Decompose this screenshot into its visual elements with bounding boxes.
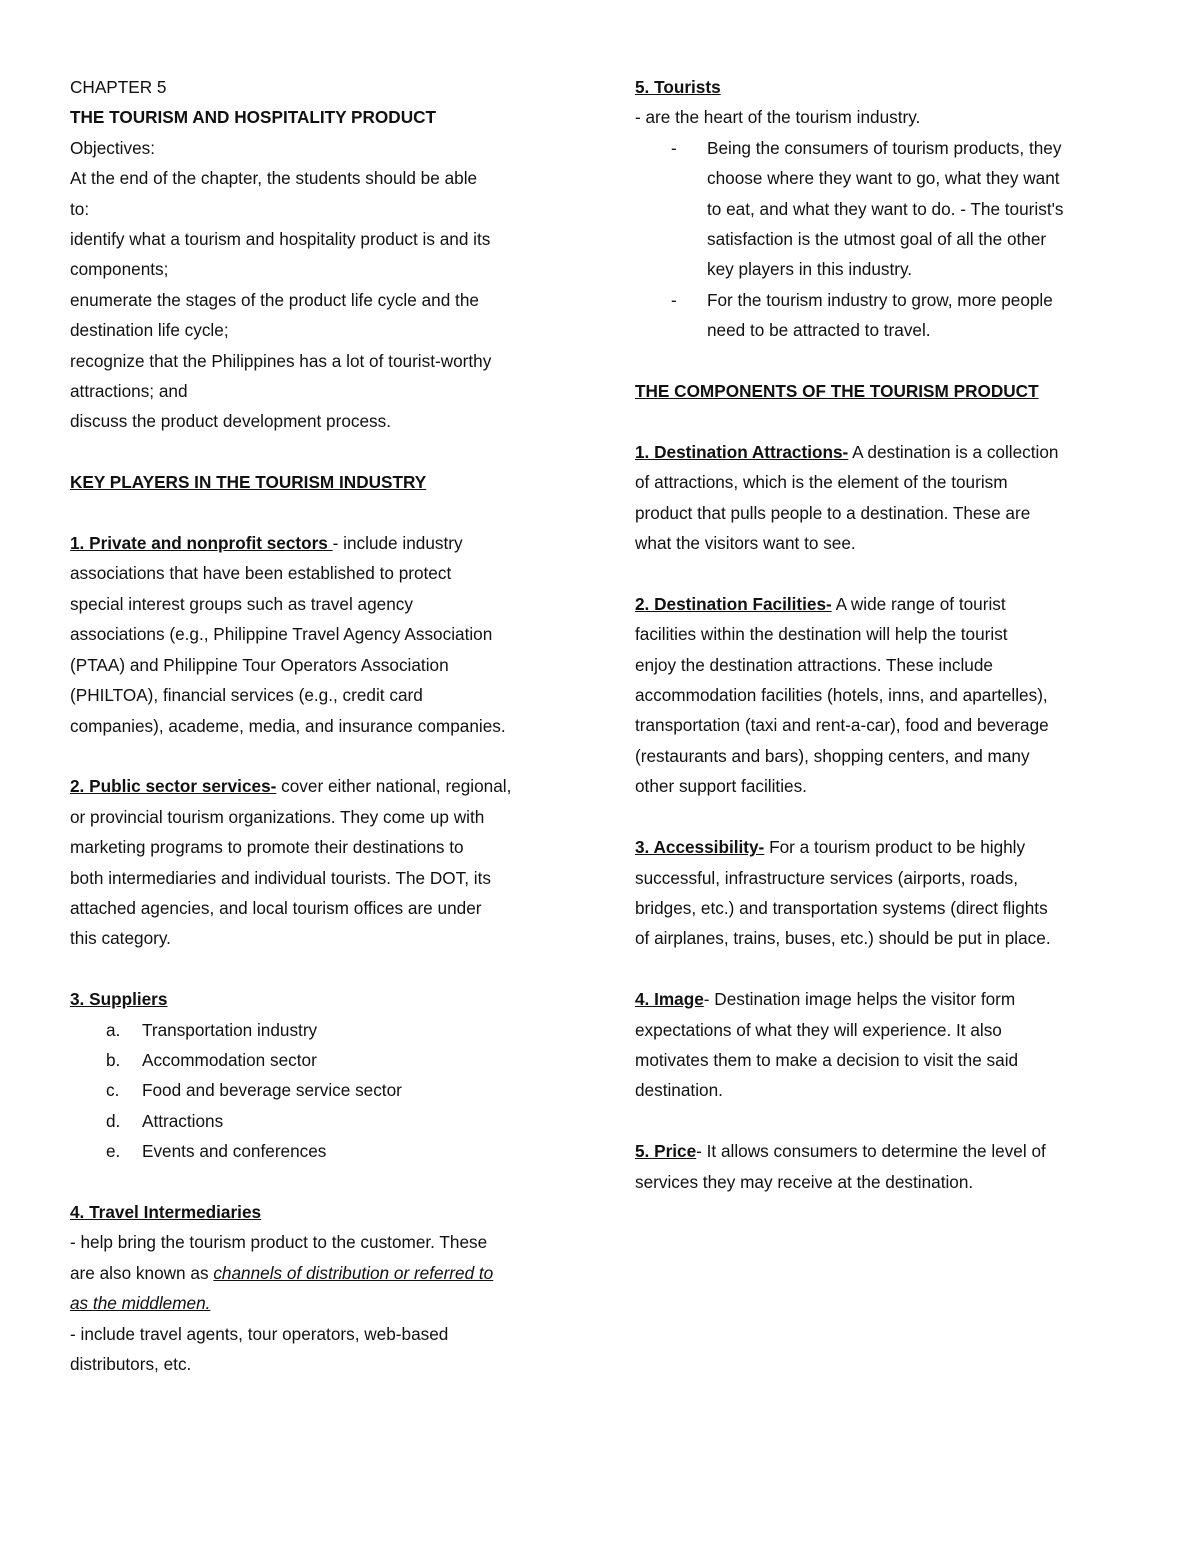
facilities-heading: 2. Destination Facilities-	[635, 593, 832, 614]
paragraph-line: enjoy the destination attractions. These include	[635, 654, 993, 675]
tourists-heading: 5. Tourists	[635, 77, 721, 97]
paragraph-line: companies), academe, media, and insurance companies.	[70, 715, 506, 736]
tourists-bullet-list	[635, 133, 1135, 346]
paragraph-line: transportation (taxi and rent-a-car), food and beverage	[635, 715, 1049, 736]
attractions-heading: 1. Destination Attractions-	[635, 441, 849, 462]
components-heading: THE COMPONENTS OF THE TOURISM PRODUCT	[635, 381, 1039, 402]
emphasis-text: as the middlemen.	[70, 1293, 211, 1314]
list-item-line: to eat, and what they want to do. - The tourist's	[707, 198, 1064, 219]
objective-line: recognize that the Philippines has a lot of tourist-worthy	[70, 350, 492, 371]
paragraph-line: facilities within the destination will help the tourist	[635, 624, 1008, 645]
paragraph-text: - include industry	[332, 533, 463, 554]
list-item-text: Transportation industry	[142, 1019, 318, 1040]
tourists-section	[635, 72, 1135, 346]
right-column	[635, 72, 1135, 1197]
paragraph-line: both intermediaries and individual tourists. The DOT, its	[70, 867, 491, 888]
suppliers-heading: 3. Suppliers	[70, 989, 168, 1010]
list-item-line: For the tourism industry to grow, more people	[707, 289, 1053, 310]
paragraph-text: For a tourism product to be highly	[764, 837, 1026, 858]
list-item	[635, 133, 1135, 285]
objective-line: destination life cycle;	[70, 320, 229, 341]
accessibility-paragraph	[635, 832, 1135, 954]
paragraph-line: of attractions, which is the element of the tourism	[635, 472, 1008, 493]
intermediaries-section	[70, 1197, 570, 1379]
paragraph-line: distributors, etc.	[70, 1353, 192, 1374]
paragraph-text: A destination is a collection	[848, 441, 1059, 462]
paragraph-line: (PHILTOA), financial services (e.g., credit card	[70, 685, 423, 706]
list-marker: e.	[106, 1141, 121, 1162]
list-item-line: choose where they want to go, what they want	[707, 168, 1060, 189]
paragraph-line: associations that have been established to protect	[70, 563, 452, 584]
list-marker: c.	[106, 1080, 120, 1101]
image-heading: 4. Image	[635, 989, 704, 1010]
private-sector-heading: 1. Private and nonprofit sectors	[70, 533, 333, 554]
paragraph-line: destination.	[635, 1080, 723, 1101]
list-item-text: Attractions	[142, 1110, 224, 1131]
list-item	[70, 1045, 570, 1075]
intermediaries-heading: 4. Travel Intermediaries	[70, 1201, 262, 1222]
chapter-label: CHAPTER 5	[70, 77, 167, 97]
objective-line: attractions; and	[70, 381, 188, 402]
accessibility-heading: 3. Accessibility-	[635, 837, 765, 858]
price-heading: 5. Price	[635, 1141, 697, 1162]
list-marker: -	[671, 137, 677, 158]
paragraph-text: - It allows consumers to determine the level of	[696, 1141, 1046, 1162]
emphasis-text: channels of distribution or referred to	[213, 1262, 494, 1283]
paragraph-line: accommodation facilities (hotels, inns, and apartelles),	[635, 685, 1048, 706]
list-item-text: Food and beverage service sector	[142, 1080, 402, 1101]
list-item	[70, 1075, 570, 1105]
list-item-line: need to be attracted to travel.	[707, 320, 931, 341]
paragraph-text: A wide range of tourist	[831, 593, 1006, 614]
objective-line: discuss the product development process.	[70, 411, 392, 432]
paragraph-text: - Destination image helps the visitor form	[703, 989, 1016, 1010]
list-item-line: Being the consumers of tourism products, they	[707, 137, 1062, 158]
private-sector-paragraph	[70, 528, 570, 741]
paragraph-line: product that pulls people to a destination. These are	[635, 502, 1031, 523]
list-item	[70, 1015, 570, 1045]
list-item-line: satisfaction is the utmost goal of all the other	[707, 229, 1047, 250]
list-item-line: key players in this industry.	[707, 259, 913, 280]
objective-line: identify what a tourism and hospitality product is and its	[70, 229, 491, 250]
paragraph-line: associations (e.g., Philippine Travel Agency Association	[70, 624, 493, 645]
paragraph-line: or provincial tourism organizations. They come up with	[70, 806, 485, 827]
paragraph-line: special interest groups such as travel agency	[70, 593, 413, 614]
image-paragraph	[635, 984, 1135, 1106]
list-marker: -	[671, 289, 677, 310]
paragraph-line: (PTAA) and Philippine Tour Operators Association	[70, 654, 449, 675]
suppliers-list	[70, 1015, 570, 1167]
list-marker: b.	[106, 1049, 121, 1070]
public-sector-heading: 2. Public sector services-	[70, 776, 277, 797]
list-item	[70, 1136, 570, 1166]
paragraph-line: expectations of what they will experience. It also	[635, 1019, 1002, 1040]
key-players-heading: KEY PLAYERS IN THE TOURISM INDUSTRY	[70, 472, 427, 493]
paragraph-line: attached agencies, and local tourism offices are under	[70, 897, 482, 918]
suppliers-section	[70, 984, 570, 1166]
objective-line: At the end of the chapter, the students should be able	[70, 168, 478, 189]
paragraph-line: - help bring the tourism product to the customer. These	[70, 1232, 488, 1253]
objective-line: to:	[70, 198, 90, 219]
paragraph-line: - are the heart of the tourism industry.	[635, 107, 921, 128]
paragraph-line: other support facilities.	[635, 776, 807, 797]
objectives-text	[70, 163, 570, 437]
paragraph-text: are also known as	[70, 1262, 214, 1283]
objective-line: enumerate the stages of the product life cycle and the	[70, 289, 479, 310]
paragraph-line: of airplanes, trains, buses, etc.) should be put in place.	[635, 928, 1051, 949]
facilities-paragraph	[635, 589, 1135, 802]
paragraph-line: - include travel agents, tour operators, web-based	[70, 1323, 449, 1344]
paragraph-line: (restaurants and bars), shopping centers, and many	[635, 745, 1030, 766]
list-item	[70, 1106, 570, 1136]
list-item	[635, 285, 1135, 346]
price-paragraph	[635, 1136, 1135, 1197]
paragraph-line: successful, infrastructure services (airports, roads,	[635, 867, 1019, 888]
list-marker: d.	[106, 1110, 121, 1131]
left-column	[70, 72, 570, 1379]
paragraph-line: what the visitors want to see.	[635, 533, 856, 554]
paragraph-line: marketing programs to promote their destinations to	[70, 837, 464, 858]
attractions-paragraph	[635, 437, 1135, 559]
list-item-text: Accommodation sector	[142, 1049, 317, 1070]
list-item-text: Events and conferences	[142, 1141, 327, 1162]
list-marker: a.	[106, 1019, 121, 1040]
paragraph-line: motivates them to make a decision to visit the said	[635, 1049, 1019, 1070]
public-sector-paragraph	[70, 771, 570, 953]
chapter-title: THE TOURISM AND HOSPITALITY PRODUCT	[70, 107, 437, 128]
objective-line: components;	[70, 259, 169, 280]
paragraph-line: bridges, etc.) and transportation systems (direct flights	[635, 897, 1048, 918]
paragraph-line: this category.	[70, 928, 171, 949]
objectives-label: Objectives:	[70, 137, 156, 158]
paragraph-text: cover either national, regional,	[276, 776, 512, 797]
paragraph-line: services they may receive at the destination.	[635, 1171, 974, 1192]
